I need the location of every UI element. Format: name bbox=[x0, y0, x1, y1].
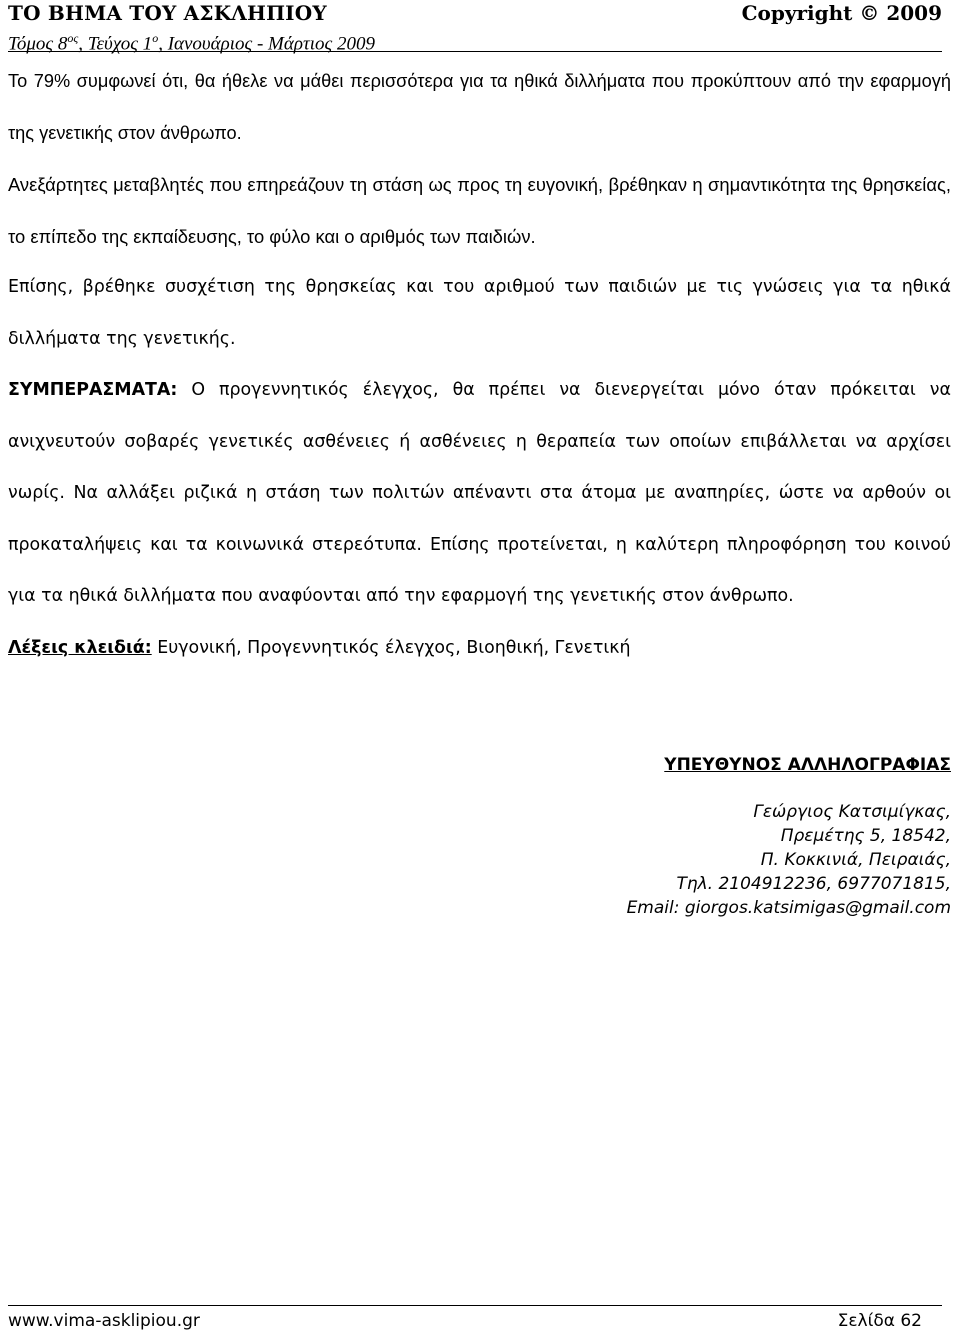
page-footer bbox=[8, 1309, 922, 1335]
contact-phone: Τηλ. 2104912236, 6977071815, bbox=[676, 874, 951, 894]
conclusions-text: Ο προγεννητικός έλεγχος, θα πρέπει να διενεργείται μόνο όταν πρόκειται να ανιχνευτούν σοβαρές γενετικές ασθένειες ή ασθένειες η θεραπεία των οποίων επιβάλλεται να αρχίσει νωρίς. Να αλλάξει ριζικά η στάση των πολιτών απέναντι στα άτομα με αναπηρίες, ώστε να αρθούν οι προκαταλήψεις και τα κοινωνικά στερεότυπα. Επίσης προτείνεται, η καλύτερη πληροφόρηση του κοινού για τα ηθικά διλλήματα που αναφύονται από την εφαρμογή της γενετικής στον άνθρωπο. bbox=[8, 380, 951, 606]
paragraph-intro: Το 79% συμφωνεί ότι, θα ήθελε να μάθει περισσότερα για τα ηθικά διλλήματα που προκύπτουν από την εφαρμογή της γενετικής στον άνθρωπο. bbox=[8, 71, 951, 143]
keywords-text: Ευγονική, Προγεννητικός έλεγχος, Βιοηθική, Γενετική bbox=[151, 637, 631, 658]
keywords-label: Λέξεις κλειδιά: bbox=[8, 637, 152, 658]
paragraph-keywords bbox=[8, 623, 951, 675]
contact-city: Π. Κοκκινιά, Πειραιάς, bbox=[760, 850, 951, 870]
contact-street: Πρεμέτης 5, 18542, bbox=[780, 826, 951, 846]
page-header bbox=[8, 0, 942, 55]
conclusions-label: ΣΥΜΠΕΡΑΣΜΑΤΑ: bbox=[8, 380, 178, 400]
article-body bbox=[8, 56, 951, 674]
contact-name: Γεώργιος Κατσιμίγκας, bbox=[753, 802, 951, 822]
footer-url-link[interactable]: www.vima-asklipiou.gr bbox=[8, 1311, 200, 1331]
contact-email[interactable]: Email: giorgos.katsimigas@gmail.com bbox=[626, 898, 951, 918]
copyright-notice: Copyright © 2009 bbox=[741, 1, 942, 25]
footer-divider bbox=[8, 1305, 942, 1306]
paragraph-variables: Ανεξάρτητες μεταβλητές που επηρεάζουν τη στάση ως προς τη ευγονική, βρέθηκαν η σημαντικότητα της θρησκείας, το επίπεδο της εκπαίδευσης, το φύλο και ο αριθμός των παιδιών. bbox=[8, 174, 951, 247]
header-divider bbox=[8, 51, 942, 52]
page-number: Σελίδα 62 bbox=[837, 1311, 922, 1331]
issue-volume-suffix: ος bbox=[67, 31, 79, 45]
issue-number: , Τεύχος 1 bbox=[78, 33, 153, 55]
paragraph-relation: Επίσης, βρέθηκε συσχέτιση της θρησκείας και του αριθμού των παιδιών με τις γνώσεις για τα ηθικά διλλήματα της γενετικής. bbox=[8, 277, 951, 349]
issue-volume: Τόμος 8 bbox=[8, 33, 68, 55]
correspondence-title: ΥΠΕΥΘΥΝΟΣ ΑΛΛΗΛΟΓΡΑΦΙΑΣ bbox=[664, 755, 951, 775]
issue-number-suffix: ο bbox=[152, 31, 159, 45]
journal-title: ΤΟ ΒΗΜΑ ΤΟΥ ΑΣΚΛΗΠΙΟΥ bbox=[8, 1, 327, 25]
correspondence-block bbox=[431, 748, 951, 920]
issue-period: , Ιανουάριος - Μάρτιος 2009 bbox=[158, 33, 376, 55]
paragraph-conclusions bbox=[8, 365, 951, 623]
